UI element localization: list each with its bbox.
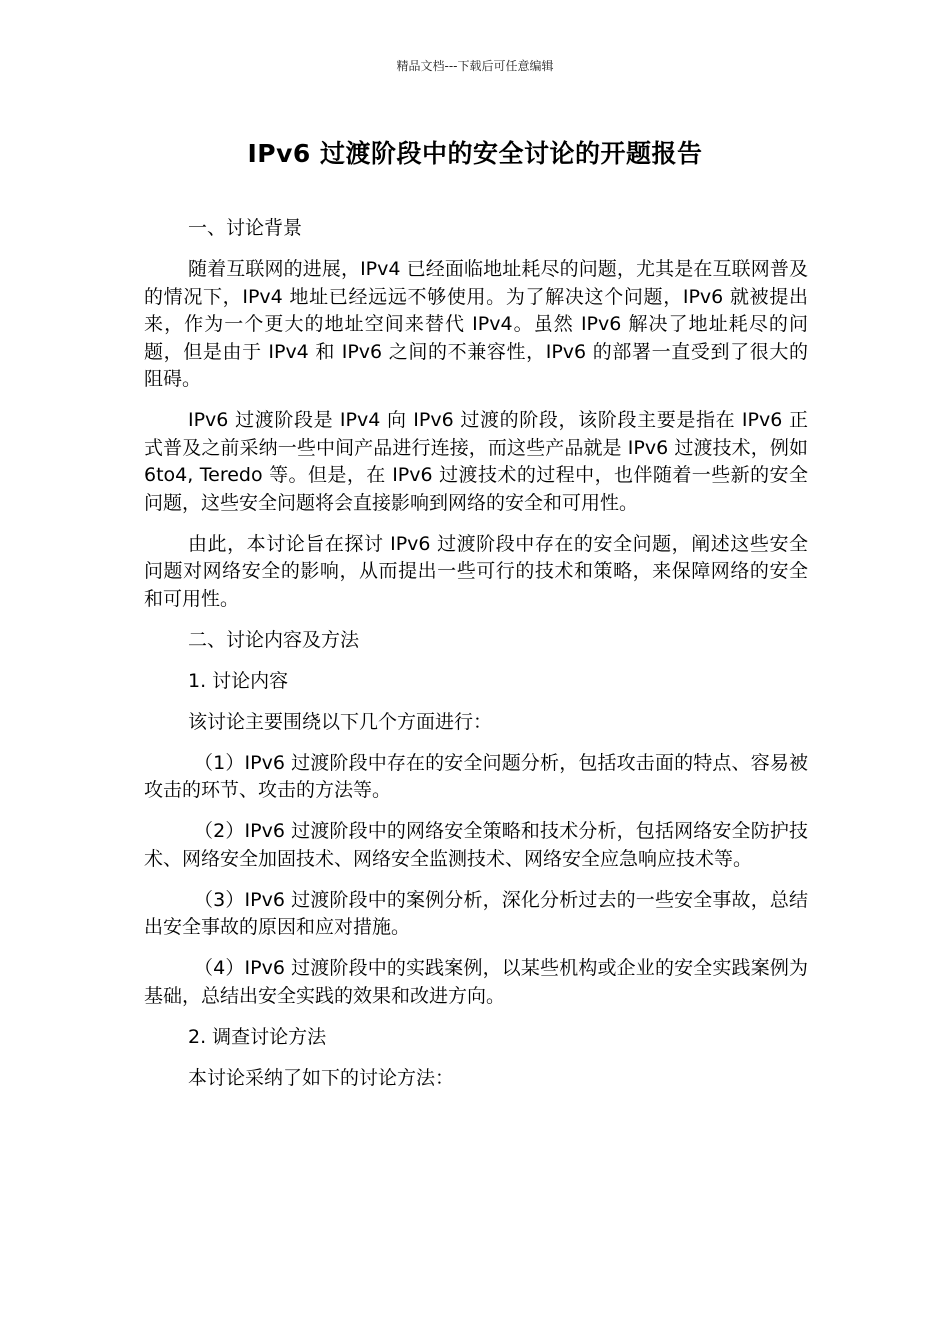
document-body: [144, 215, 808, 1106]
paragraph: 由此，本讨论旨在探讨 IPv6 过渡阶段中存在的安全问题，阐述这些安全问题对网络安全的影响，从而提出一些可行的技术和策略，来保障网络的安全和可用性。: [144, 532, 808, 610]
document-title: IPv6 过渡阶段中的安全讨论的开题报告: [247, 139, 703, 168]
section-heading-content-methods: 二、讨论内容及方法: [188, 628, 360, 651]
paragraph: 随着互联网的进展，IPv4 已经面临地址耗尽的问题，尤其是在互联网普及的情况下，IPv4 地址已经远远不够使用。为了解决这个问题，IPv6 就被提出来，作为一个更大的地址空间来替代 IPv4。虽然 IPv6 解决了地址耗尽的问题，但是由于 IPv4 和 IPv6 之间的不兼容性，IPv6 的部署一直受到了很大的阻碍。: [144, 258, 808, 390]
paragraph: IPv6 过渡阶段是 IPv4 向 IPv6 过渡的阶段，该阶段主要是指在 IPv6 正式普及之前采纳一些中间产品进行连接，而这些产品就是 IPv6 过渡技术，例如 6to4, Teredo 等。但是，在 IPv6 过渡技术的过程中，也伴随着一些新的安全问题，这些安全问题将会直接影响到网络的安全和可用性。: [144, 409, 808, 514]
list-item: （3）IPv6 过渡阶段中的案例分析，深化分析过去的一些安全事故，总结出安全事故的原因和应对措施。: [144, 888, 808, 938]
list-item: （4）IPv6 过渡阶段中的实践案例，以某些机构或企业的安全实践案例为基础，总结出安全实践的效果和改进方向。: [144, 957, 808, 1007]
paragraph: 该讨论主要围绕以下几个方面进行：: [188, 710, 493, 733]
subsection-heading-methods: 2. 调查讨论方法: [188, 1025, 327, 1048]
list-item: （2）IPv6 过渡阶段中的网络安全策略和技术分析，包括网络安全防护技术、网络安全加固技术、网络安全监测技术、网络安全应急响应技术等。: [144, 820, 808, 870]
list-item: （1）IPv6 过渡阶段中存在的安全问题分析，包括攻击面的特点、容易被攻击的环节、攻击的方法等。: [144, 751, 808, 801]
subsection-heading-content: 1. 讨论内容: [188, 669, 289, 692]
page-header: 精品文档---下载后可任意编辑: [396, 59, 554, 73]
paragraph: 本讨论采纳了如下的讨论方法：: [188, 1066, 455, 1089]
section-heading-background: 一、讨论背景: [188, 217, 303, 239]
